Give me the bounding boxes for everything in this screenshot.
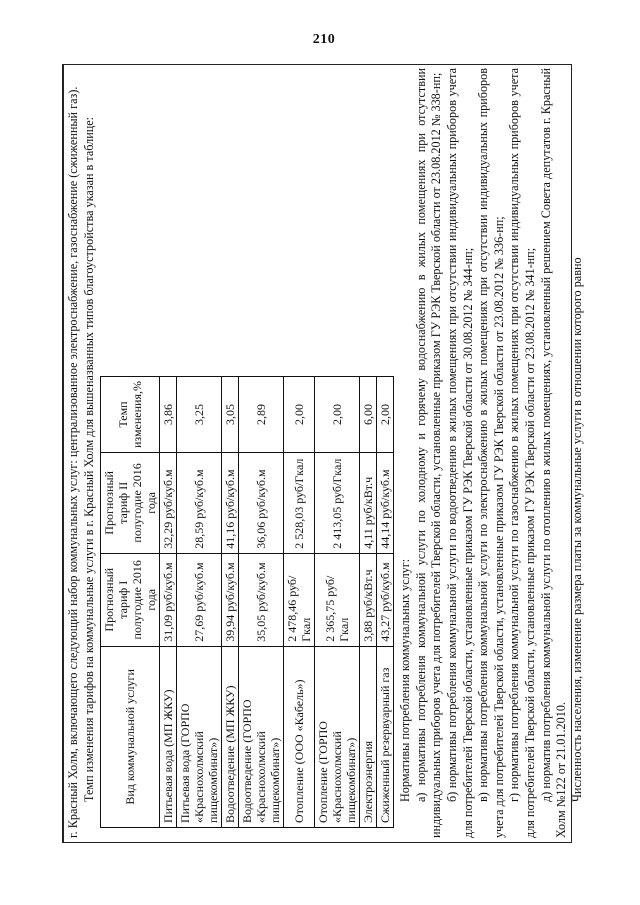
header-tariff-h2: Прогнозный тариф II полугодие 2016 года [101, 453, 160, 554]
norm-item-d: д) норматив потребления коммунальной услуги по отоплению в жилых помещениях, установленный решением Совета депутатов г. Красный Холм №122 от 21.01.2010. [538, 68, 569, 838]
cell-tariff-h2: 44,14 руб/куб.м [377, 453, 394, 554]
cell-service: Водоотведение (МП ЖКУ) [222, 646, 239, 827]
page-border-bottom [62, 842, 572, 843]
cell-tariff-h1: 31,09 руб/куб.м [160, 553, 177, 646]
cell-service: Питьевая вода (ГОРПО «Краснохолмский пищекомбинат») [177, 646, 222, 827]
cell-tariff-h2: 41,16 руб/куб.м [222, 453, 239, 554]
cell-rate: 3,05 [222, 377, 239, 453]
table-row [360, 377, 377, 828]
cell-rate: 3,25 [177, 377, 222, 453]
table-row [239, 377, 284, 828]
page-border-left [62, 64, 64, 842]
table-row [222, 377, 239, 828]
cell-rate: 2,00 [315, 377, 360, 453]
cell-rate: 2,00 [284, 377, 315, 453]
cell-rate: 2,89 [239, 377, 284, 453]
cell-service: Сжиженный резервуарный газ [377, 646, 394, 827]
closing-paragraph: Численность населения, изменение размера платы за коммунальные услуги в отношении которого равно [569, 257, 584, 802]
table-header-row [101, 377, 160, 828]
cell-tariff-h2: 36,06 руб/куб.м [239, 453, 284, 554]
cell-tariff-h1: 2 478,46 руб/Гкал [284, 553, 315, 646]
cell-tariff-h2: 32,29 руб/куб.м [160, 453, 177, 554]
intro-paragraph: г. Красный Холм, включающего следующий набор коммунальных услуг: централизованное электроснабжение, газоснабжение (сжиженный газ). [66, 86, 80, 838]
cell-tariff-h2: 4,11 руб/кВт.ч [360, 453, 377, 554]
table-intro-paragraph: Темп изменения тарифов на коммунальные услуги в г. Красный Холм для вышеназванных типов благоустройства указан в таблице: [81, 116, 96, 802]
cell-service: Питьевая вода (МП ЖКУ) [160, 646, 177, 827]
table-row [177, 377, 222, 828]
cell-rate: 3,86 [160, 377, 177, 453]
cell-tariff-h1: 39,94 руб/куб.м [222, 553, 239, 646]
page-number: 210 [312, 32, 336, 47]
header-service: Вид коммунальной услуги [101, 646, 160, 827]
norms-heading: Нормативы потребления коммунальных услуг: [398, 558, 413, 802]
norm-item-g: г) нормативы потребления коммунальной услуги по газоснабжению в жилых помещениях при отсутствии индивидуальных приборов учета для потребителей Тверской области, установленные приказом ГУ РЭК Тверской области от 23.08.2012 № 341-нп; [507, 68, 537, 838]
cell-tariff-h1: 43,27 руб/куб.м [377, 553, 394, 646]
cell-tariff-h1: 35,05 руб/куб.м [239, 553, 284, 646]
cell-rate: 2,00 [377, 377, 394, 453]
cell-service: Электроэнергия [360, 646, 377, 827]
cell-service: Водоотведение (ГОРПО «Краснохолмский пищекомбинат») [239, 646, 284, 827]
norm-item-a: а) нормативы потребления коммунальной услуги по холодному и горячему водоснабжению в жилых помещениях при отсутствии индивидуальных приборов учета для потребителей Тверской области, установленные приказом ГУ РЭК Тверской области от 23.08.2012 № 338-нп; [413, 68, 444, 838]
cell-rate: 6,00 [360, 377, 377, 453]
table-row [315, 377, 360, 828]
document-body [66, 68, 584, 838]
norm-item-b: б) нормативы потребления коммунальной услуги по водоотведению в жилых помещениях при отсутствии индивидуальных приборов учета для потребителей Тверской области, установленные приказом ГУ РЭК Тверской области от 30.08.2012 № 344-нп; [444, 68, 475, 838]
page-border-top [62, 64, 572, 65]
norm-item-v: в) нормативы потребления коммунальной услуги по электроснабжению в жилых помещениях при отсутствии индивидуальных приборов учета для потребителей Тверской области, установленные приказом ГУ РЭК Тверской области от 23.08.2012 № 336-нп; [476, 68, 506, 838]
header-rate: Темп изменения,% [101, 377, 160, 453]
tariff-table [100, 376, 394, 828]
cell-tariff-h2: 2 528,03 руб/Гкал [284, 453, 315, 554]
cell-tariff-h1: 27,69 руб/куб.м [177, 553, 222, 646]
cell-tariff-h2: 28,59 руб/куб.м [177, 453, 222, 554]
table-row [160, 377, 177, 828]
header-tariff-h1: Прогнозный тариф I полугодие 2016 года [101, 553, 160, 646]
cell-service: Отопление (ООО «Кабель») [284, 646, 315, 827]
cell-tariff-h1: 3,88 руб/кВт.ч [360, 553, 377, 646]
cell-service: Отопление (ГОРПО «Краснохолмский пищекомбинат») [315, 646, 360, 827]
cell-tariff-h2: 2 413,05 руб/Гкал [315, 453, 360, 554]
table-row [284, 377, 315, 828]
table-row [377, 377, 394, 828]
cell-tariff-h1: 2 365,75 руб/Гкал [315, 553, 360, 646]
